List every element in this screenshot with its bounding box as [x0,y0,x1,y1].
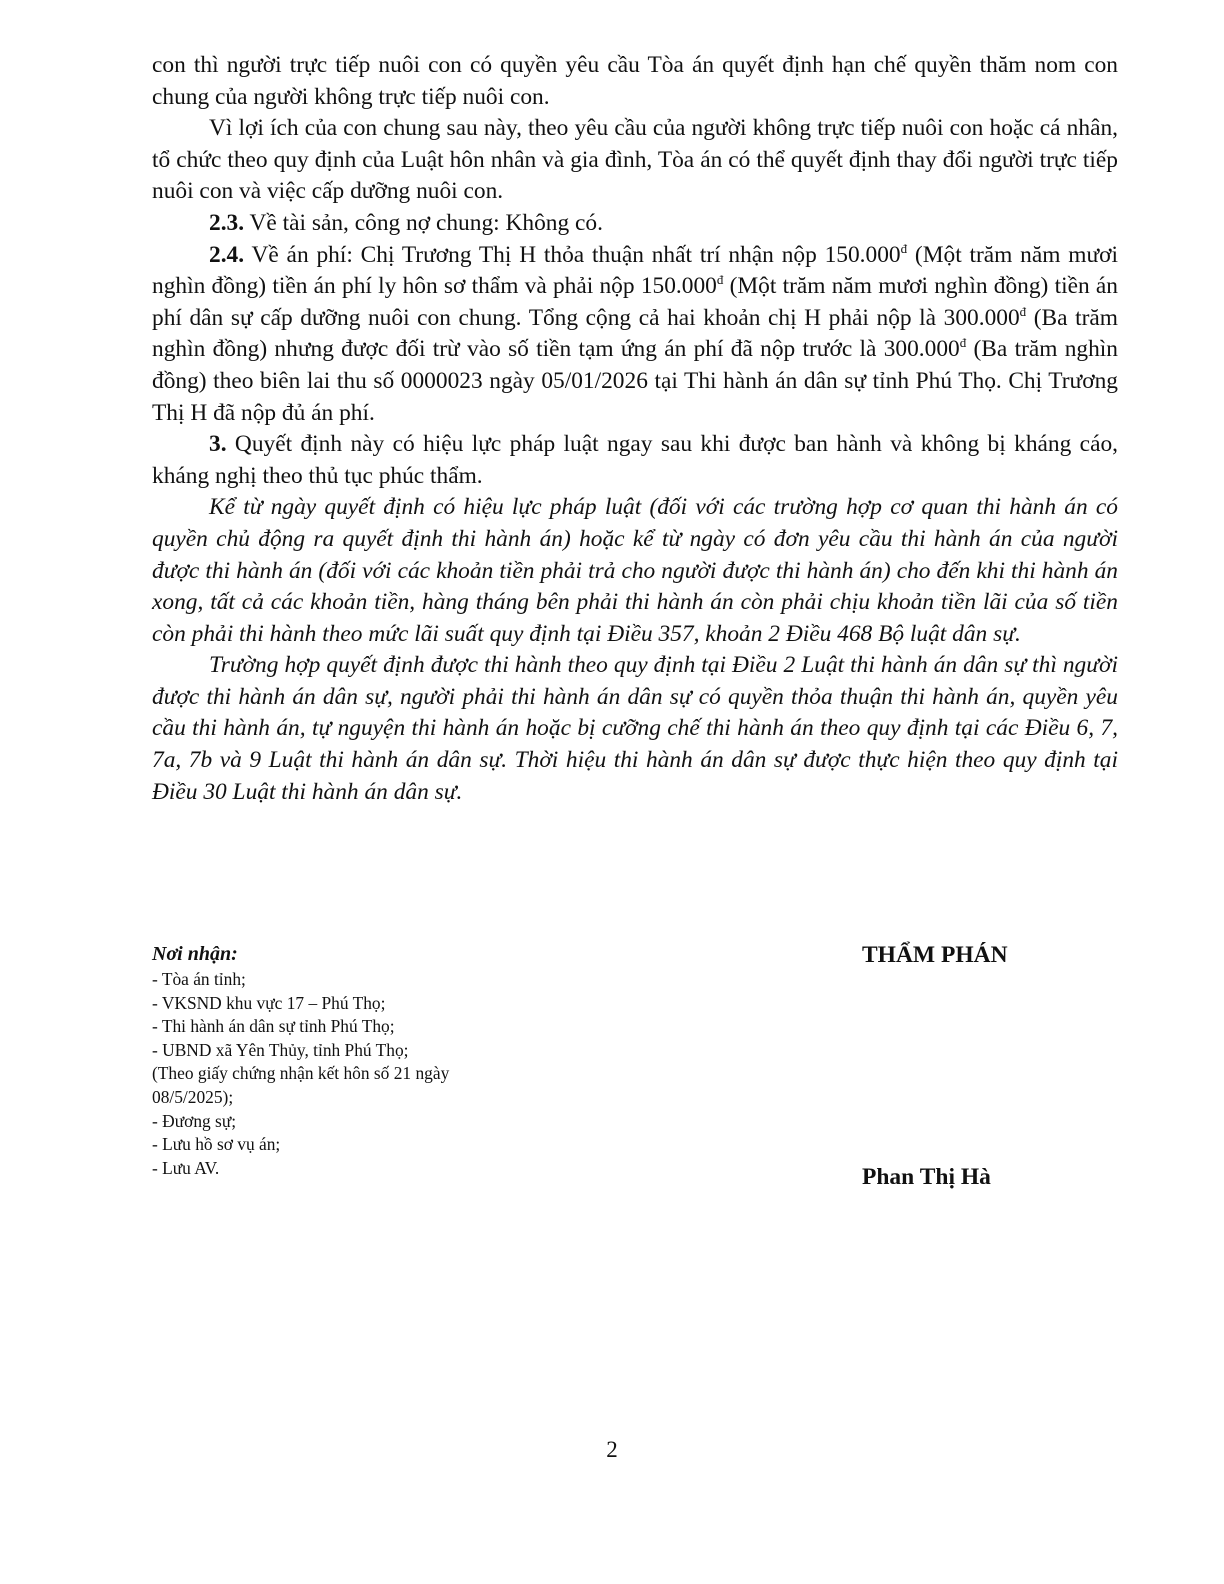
paragraph-text: (Ba trăm nghìn đồng) theo biên lai thu số 0000023 ngày 05/01/2026 tại Thi hành án dân sự tỉnh Phú Thọ. Chị Trương Thị H đã nộp đủ án phí. [152,336,1118,426]
currency-symbol: đ [1019,303,1027,319]
paragraph-change-custodian: Vì lợi ích của con chung sau này, theo yêu cầu của người không trực tiếp nuôi con hoặc cá nhân, tổ chức theo quy định của Luật hôn nhân và gia đình, Tòa án có thể quyết định thay đổi người trực tiếp nuôi con và việc cấp dưỡng nuôi con. [152,115,1118,205]
recipients-heading: Nơi nhận: [152,943,238,965]
paragraph-effect [152,429,1118,492]
recipient-item: - Tòa án tỉnh; [152,969,246,989]
currency-symbol: đ [959,335,967,351]
recipient-item: (Theo giấy chứng nhận kết hôn số 21 ngày 08/5/2025); [152,1063,450,1107]
section-number: 2.3. [209,209,245,236]
recipient-item: - UBND xã Yên Thủy, tỉnh Phú Thọ; [152,1039,409,1060]
paragraph-text: (Một trăm năm mươi nghìn đồng) tiền án phí dân sự cấp dưỡng nuôi con chung. Tổng cộng cả hai khoản chị H phải nộp là 300.000 [152,273,1118,331]
recipient-item: - Thi hành án dân sự tỉnh Phú Thọ; [152,1016,395,1037]
paragraph-text: Quyết định này có hiệu lực pháp luật ngay sau khi được ban hành và không bị kháng cáo, kháng nghị theo thủ tục phúc thẩm. [152,431,1118,489]
currency-symbol: đ [716,272,724,288]
recipient-item: - VKSND khu vực 17 – Phú Thọ; [152,992,386,1013]
paragraph-interest: Kể từ ngày quyết định có hiệu lực pháp luật (đối với các trường hợp cơ quan thi hành án có quyền chủ động ra quyết định thi hành án) hoặc kể từ ngày có đơn yêu cầu thi hành án của người được thi hành án (đối với các khoản tiền phải trả cho người được thi hành án) cho đến khi thi hành án xong, tất cả các khoản tiền, hàng tháng bên phải thi hành án còn phải chịu khoản tiền lãi của số tiền còn phải thi hành theo mức lãi suất quy định tại Điều 357, khoản 2 Điều 468 Bộ luật dân sự. [152,494,1118,647]
document-body [152,50,1118,808]
paragraph-visitation: con thì người trực tiếp nuôi con có quyền yêu cầu Tòa án quyết định hạn chế quyền thăm nom con chung của người không trực tiếp nuôi con. [152,52,1118,110]
paragraph-text: Về án phí: Chị Trương Thị H thỏa thuận nhất trí nhận nộp 150.000 [244,241,901,268]
recipient-item: - Lưu AV. [152,1157,220,1178]
signer-name: Phan Thị Hà [862,1164,991,1190]
page-number: 2 [606,1437,618,1462]
paragraph-assets [152,208,1118,240]
paragraph-text: Về tài sản, công nợ chung: Không có. [244,209,603,236]
paragraph-text: (Một trăm năm mươi nghìn đồng) tiền án phí ly hôn sơ thẩm và phải nộp 150.000 [152,241,1118,300]
recipient-item: - Đương sự; [152,1110,237,1131]
paragraph-enforcement: Trường hợp quyết định được thi hành theo quy định tại Điều 2 Luật thi hành án dân sự thì người được thi hành án dân sự, người phải thi hành án dân sự có quyền thỏa thuận thi hành án, quyền yêu cầu thi hành án, tự nguyện thi hành án hoặc bị cưỡng chế thi hành án theo quy định tại các Điều 6, 7, 7a, 7b và 9 Luật thi hành án dân sự. Thời hiệu thi hành án dân sự được thực hiện theo quy định tại Điều 30 Luật thi hành án dân sự. [152,652,1118,805]
recipients-list [152,940,512,1180]
paragraph-court-fees [152,240,1118,430]
section-number: 3. [209,431,227,458]
currency-symbol: đ [900,240,908,256]
section-number: 2.4. [209,241,245,268]
signature-block [152,940,1118,1200]
paragraph-text: (Ba trăm nghìn đồng) nhưng được đối trừ vào số tiền tạm ứng án phí đã nộp trước là 300.000 [152,304,1118,363]
signer-title: THẨM PHÁN [862,942,1008,968]
recipient-item: - Lưu hồ sơ vụ án; [152,1134,281,1155]
